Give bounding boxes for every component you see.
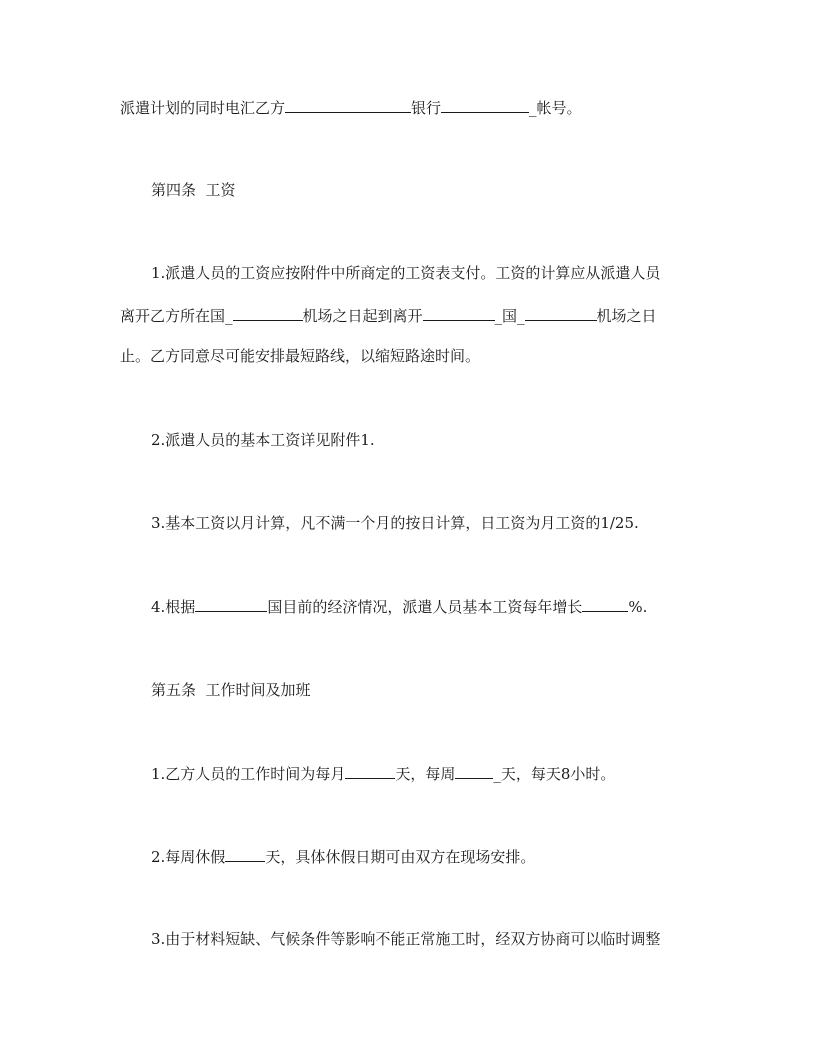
paragraph-bank-transfer [120,97,582,118]
text-segment: _国_ [494,307,525,325]
text-segment: 天，具体休假日期可由双方在现场安排。 [265,848,536,866]
fill-blank [225,846,265,862]
text-segment: _天，每天8小时。 [493,765,616,783]
heading-text: 第四条 工资 [151,181,236,199]
paragraph-4-3 [151,513,639,533]
text-segment: %. [628,598,648,616]
text-segment: 银行 [411,99,442,117]
text-segment: 3.由于材料短缺、气候条件等影响不能正常施工时，经双方协商可以临时调整 [151,930,661,948]
text-segment: 天，每周 [395,765,456,783]
paragraph-5-2 [151,846,535,867]
text-segment: 1.乙方人员的工作时间为每月 [151,765,346,783]
heading-text: 第五条 工作时间及加班 [151,681,311,699]
text-segment: 2.派遣人员的基本工资详见附件1. [151,431,375,449]
text-segment: 1.派遣人员的工资应按附件中所商定的工资表支付。工资的计算应从派遣人员 [151,264,661,282]
fill-blank [345,763,395,779]
fill-blank [233,305,303,321]
fill-blank [455,763,493,779]
text-segment: 国目前的经济情况，派遣人员基本工资每年增长 [267,598,583,616]
paragraph-4-2 [151,430,375,450]
text-segment: 离开乙方所在国_ [120,307,233,325]
paragraph-5-1 [151,763,615,784]
fill-blank [285,97,411,113]
paragraph-4-1-line-2 [120,305,657,326]
paragraph-4-1-line-3 [120,346,480,366]
text-segment: 派遣计划的同时电汇乙方 [120,99,286,117]
fill-blank [441,97,529,113]
text-segment: 机场之日起到离开 [302,307,423,325]
text-segment: _帐号。 [529,99,582,117]
text-segment: 4.根据 [151,598,196,616]
article-5-heading [151,680,311,700]
fill-blank [195,596,267,612]
fill-blank [582,596,628,612]
paragraph-4-1-line-1 [151,263,660,283]
text-segment: 2.每周休假 [151,848,226,866]
fill-blank [423,305,495,321]
paragraph-5-3 [151,929,660,949]
text-segment: 机场之日 [596,307,657,325]
fill-blank [525,305,597,321]
paragraph-4-4 [151,596,647,617]
article-4-heading [151,180,236,200]
text-segment: 3.基本工资以月计算，凡不满一个月的按日计算，日工资为月工资的1/25. [151,514,639,532]
text-segment: 止。乙方同意尽可能安排最短路线，以缩短路途时间。 [120,347,481,365]
